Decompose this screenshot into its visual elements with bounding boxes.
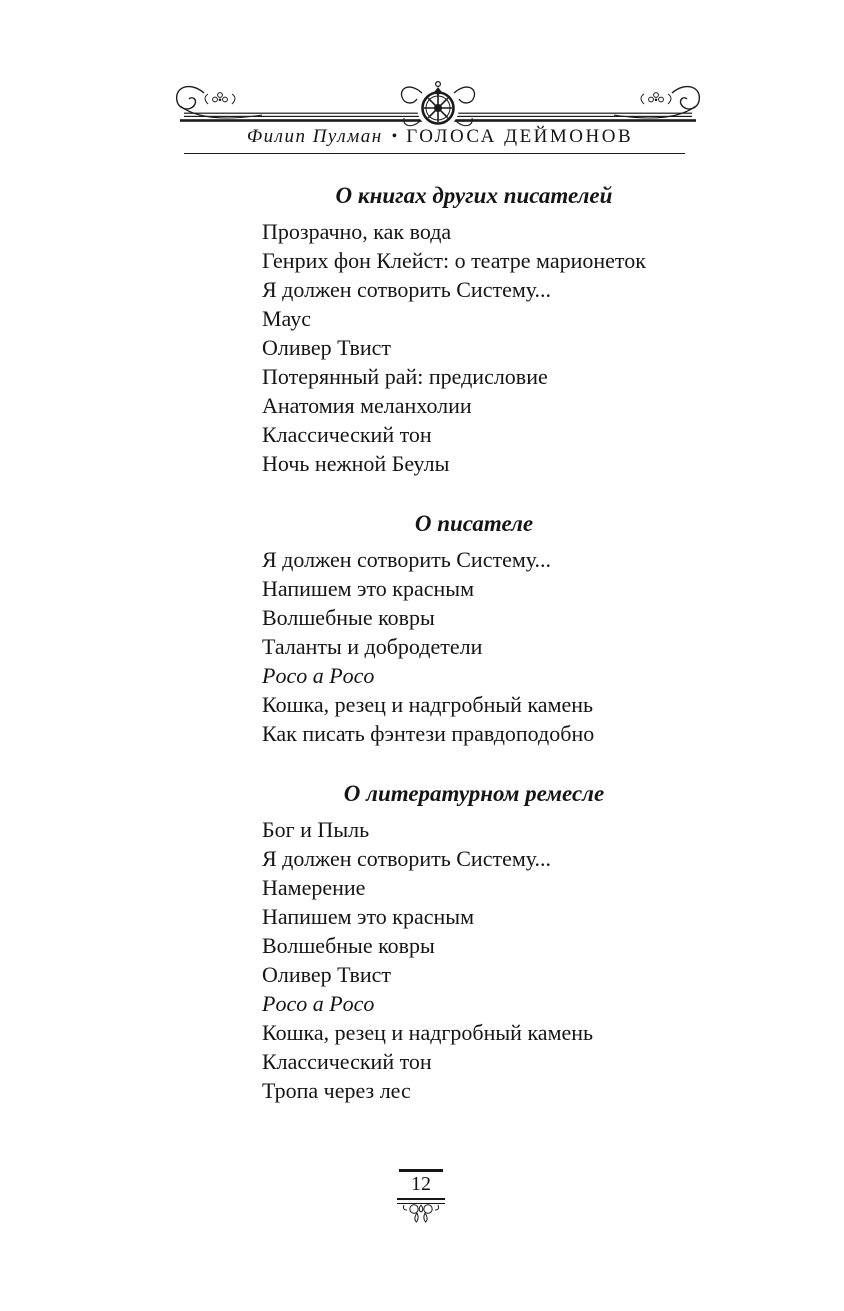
toc-item: Оливер Твист — [262, 962, 392, 987]
toc-item: Я должен сотворить Систему... — [262, 547, 552, 572]
book-title: ГОЛОСА ДЕЙМОНОВ — [406, 126, 634, 147]
header-rule — [184, 153, 685, 154]
toc-item: Я должен сотворить Систему... — [262, 277, 552, 302]
section-heading: О книгах других писателей — [335, 183, 613, 208]
section-heading: О писателе — [414, 511, 534, 536]
toc-item: Волшебные ковры — [262, 605, 435, 630]
toc-item: Таланты и добродетели — [262, 634, 483, 659]
toc-item: Напишем это красным — [262, 904, 474, 929]
bullet-separator: • — [391, 128, 398, 145]
section-items — [262, 545, 686, 748]
toc-item: Маус — [262, 306, 311, 331]
section-items — [262, 815, 686, 1105]
toc-section-literary-craft — [262, 778, 686, 1105]
toc-item: Кошка, резец и надгробный камень — [262, 1020, 594, 1045]
toc-item: Кошка, резец и надгробный камень — [262, 692, 594, 717]
toc-item: Бог и Пыль — [262, 817, 370, 842]
footer-flourish-icon — [402, 1204, 440, 1224]
footer-rule-top — [399, 1169, 443, 1172]
toc-item: Я должен сотворить Систему... — [262, 846, 552, 871]
author-name: Филип Пулман — [246, 126, 383, 147]
toc-item: Волшебные ковры — [262, 933, 435, 958]
section-items — [262, 217, 686, 478]
toc-item: Классический тон — [262, 422, 432, 447]
toc-item: Как писать фэнтези правдоподобно — [262, 721, 595, 746]
toc-item: Потерянный рай: предисловие — [262, 364, 548, 389]
page-number: 12 — [411, 1173, 431, 1195]
toc-section-about-the-writer — [262, 508, 686, 748]
toc-content — [262, 180, 686, 1105]
toc-item: Тропа через лес — [262, 1078, 411, 1103]
running-head — [172, 126, 708, 150]
toc-item: Классический тон — [262, 1049, 432, 1074]
toc-item: Poco a Poco — [262, 991, 375, 1016]
page-footer — [389, 1169, 453, 1224]
toc-item: Напишем это красным — [262, 576, 474, 601]
section-heading: О литературном ремесле — [343, 781, 605, 806]
toc-item: Прозрачно, как вода — [262, 219, 452, 244]
toc-item: Poco a Poco — [262, 663, 375, 688]
toc-item: Генрих фон Клейст: о театре марионеток — [262, 248, 646, 273]
toc-item: Намерение — [262, 875, 366, 900]
toc-item: Оливер Твист — [262, 335, 392, 360]
toc-item: Анатомия меланхолии — [262, 393, 472, 418]
wheel-icon — [402, 82, 475, 129]
toc-item: Ночь нежной Беулы — [262, 451, 450, 476]
header-ornament — [170, 79, 706, 131]
toc-section-books-of-other-writers — [262, 180, 686, 478]
